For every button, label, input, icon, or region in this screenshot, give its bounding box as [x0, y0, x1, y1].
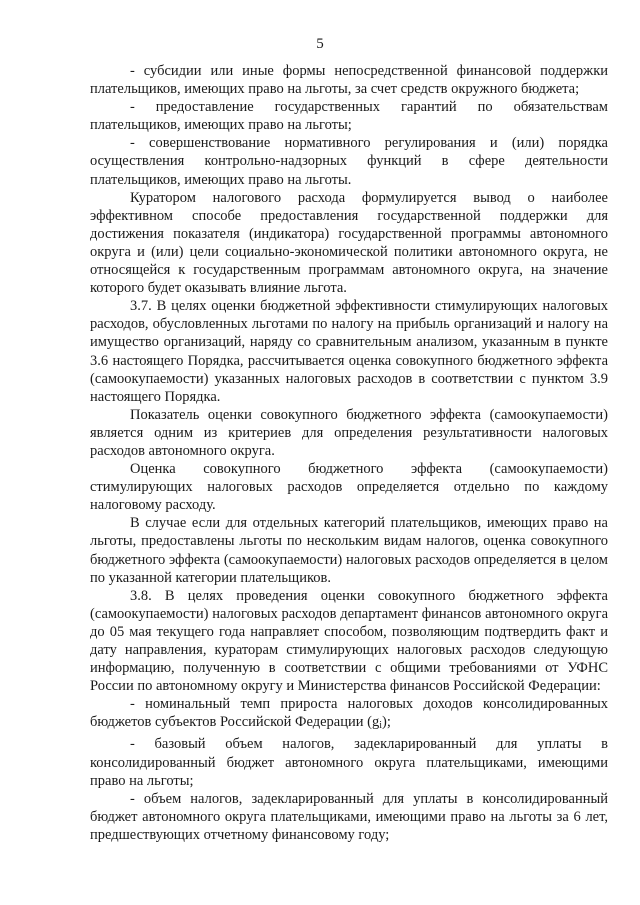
list-item-base-volume: - базовый объем налогов, задекларированный для уплаты в консолидированный бюджет автономного округа плательщиками, имеющими право на льготы; — [90, 736, 608, 789]
list-item-guarantees: - предоставление государственных гарантий по обязательствам плательщиков, имеющих право на льготы; — [90, 99, 608, 134]
paragraph-evaluation: Оценка совокупного бюджетного эффекта (самоокупаемости) стимулирующих налоговых расходов определяется отдельно по каждому налоговому расходу. — [90, 461, 608, 514]
list-item-growth-rate — [90, 695, 608, 735]
paragraph-categories: В случае если для отдельных категорий плательщиков, имеющих право на льготы, предоставлены льготы по нескольким видам налогов, оценка совокупного бюджетного эффекта (самоокупаемости) налоговых расходов определяется в целом по указанной категории плательщиков. — [90, 515, 608, 586]
page-number: 5 — [316, 36, 324, 52]
list-item-regulation: - совершенствование нормативного регулирования и (или) порядка осуществления контрольно-надзорных функций в сфере деятельности плательщиков, имеющих право на льготы. — [90, 135, 608, 188]
growth-rate-subscript: i — [379, 720, 383, 732]
list-item-six-years: - объем налогов, задекларированный для уплаты в консолидированный бюджет автономного округа плательщиками, имеющими право на льготы за 6 лет, предшествующих отчетному финансовому году; — [90, 790, 608, 843]
paragraph-3-8: 3.8. В целях проведения оценки совокупного бюджетного эффекта (самоокупаемости) налоговых расходов департамент финансов автономного округа до 05 мая текущего года направляет способом, позволяющим подтвердить факт и дату направления, кураторам стимулирующих налоговых расходов следующую информацию, полученную в соответствии с общими требованиями от УФНС России по автономному округу и Министерства финансов Российской Федерации: — [90, 587, 608, 695]
growth-rate-text: - номинальный темп прироста налоговых доходов консолидированных бюджетов субъектов Российской Федерации (g — [90, 696, 608, 731]
document-body — [90, 62, 608, 844]
paragraph-indicator: Показатель оценки совокупного бюджетного эффекта (самоокупаемости) является одним из критериев для определения результативности налоговых расходов автономного округа. — [90, 406, 608, 459]
paragraph-curator-conclusion: Куратором налогового расхода формулируется вывод о наиболее эффективном способе предоставления государственной поддержки для достижения показателя (индикатора) государственной программы автономного округа и (или) цели социально-экономической политики автономного округа, не относящейся к государственным программам автономного округа, на значение которого будет оказывать влияние льгота. — [90, 189, 608, 297]
growth-rate-tail: ); — [382, 714, 391, 731]
list-item-subsidies: - субсидии или иные формы непосредственной финансовой поддержки плательщиков, имеющих право на льготы, за счет средств окружного бюджета; — [90, 63, 608, 98]
paragraph-3-7: 3.7. В целях оценки бюджетной эффективности стимулирующих налоговых расходов, обусловленных льготами по налогу на прибыль организаций и налогу на имущество организаций, наряду со сравнительным анализом, указанным в пункте 3.6 настоящего Порядка, рассчитывается оценка совокупного бюджетного эффекта (самоокупаемости) указанных налоговых расходов в соответствии с пунктом 3.9 настоящего Порядка. — [90, 298, 608, 405]
